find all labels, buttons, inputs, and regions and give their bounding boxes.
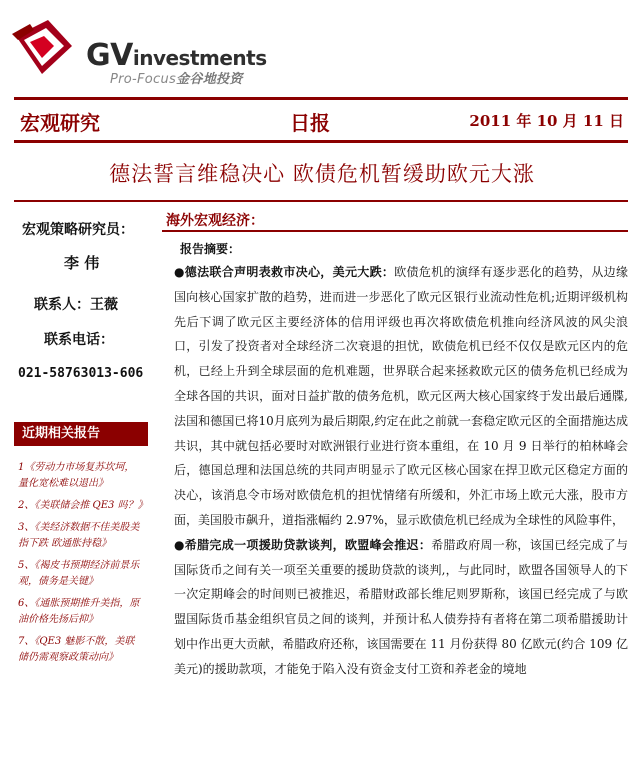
section-header: 海外宏观经济： [162,210,628,232]
report-body [174,260,628,682]
paragraph-text: 欧债危机的演绎有逐步恶化的趋势，从边缘国向核心国家扩散的趋势，进而进一步恶化了欧元区银行业流动性危机;近期评级机构先后下调了欧元区主要经济体的信用评级也再次将欧债危机推向经济风波的风尖浪口，引发了投资者对全球经济二次衰退的担忧，欧债危机已经不仅仅是欧元区内的危机，已经上升到全球层面的危机难题，世界联合起来拯救欧元区的债务危机已经成为全球各国的共识，面对日益扩散的债务危机，欧元区两大核心国家终于发出最后通牒,法国和德国已将10月底列为最后期限,约定在此之前就一套稳定欧元区的全面措施达成共识，其中就包括必要时对欧洲银行业进行资本重组，在 10 月 9 日举行的柏林峰会后，德国总理和法国总统的共同声明显示了欧元区核心国家在捍卫欧元区稳定方面的决心，该消息令市场对欧债危机的担忧情绪有所缓和，外汇市场上欧元大涨，股市方面，美国股市飙升，道指涨幅约 2.97%，显示欧债危机已经成为全球性的风险事件， [174,265,628,527]
logo-gv: GV [86,38,133,73]
logo-tagline [110,68,243,87]
logo-tagline-en: Pro-Focus [110,72,177,87]
analyst-name: 李 伟 [64,254,100,272]
recent-report-item[interactable]: 6、《通胀预期推升美指，原油价格先扬后抑》 [18,598,140,625]
report-category: 宏观研究 [20,111,100,135]
bullet-icon: ● [174,265,185,279]
recent-report-item[interactable]: 7、《QE3 魅影不散，美联储仍需观察政策动向》 [18,636,135,663]
paragraph-text: 希腊政府周一称，该国已经完成了与国际货币之间有关一项至关重要的援助贷款的谈判,，与此同时，欧盟各国领导人的下一次定期峰会的时间则已被推迟，希腊财政部长维尼则罗斯称，该国已经完成了与欧盟国际货币基金组织官员之间的谈判，并预计私人债券持有者将在第二项希腊援助计划中作出更大贡献，希腊政府还称，该国需要在 11 月份获得 80 亿欧元(约合 109 亿美元)的援助款项，才能免于陷入没有资金支付工资和养老金的境地 [174,537,628,676]
title-divider [14,200,628,202]
report-date: 2011 年 10 月 11 日 [469,112,624,130]
paragraph-lead: 希腊完成一项援助贷款谈判，欧盟峰会推迟： [184,537,432,552]
analyst-title: 宏观策略研究员： [22,222,134,238]
recent-report-item[interactable]: 2、《美联储会推 QE3 吗？》 [18,500,148,511]
page-title: 德法誓言维稳决心 欧债危机暂缓助欧元大涨 [109,162,535,186]
recent-reports-list [18,460,148,672]
recent-report-item[interactable]: 1《劳动力市场复苏坎坷，量化宽松难以退出》 [18,462,135,489]
summary-label: 报告摘要： [180,242,241,256]
contact-person: 联系人：王薇 [34,297,118,313]
paragraph-lead: 德法联合声明表救市决心，美元大跌： [184,265,395,279]
recent-report-item[interactable]: 5、《褐皮书预期经济前景乐观，债务是关键》 [18,560,140,587]
report-banner [14,97,628,143]
logo-investments: investments [132,46,267,70]
phone-number: 021-58763013-606 [18,366,144,381]
recent-report-item[interactable]: 3、《美经济数据不佳美股美指下跌 欧通胀持稳》 [18,522,140,549]
company-logo [12,16,292,86]
recent-reports-header: 近期相关报告 [14,422,148,446]
bullet-icon: ● [174,537,185,552]
paragraph [174,260,628,533]
phone-label: 联系电话： [44,332,114,348]
report-type: 日报 [290,111,330,135]
logo-tagline-cn: 金谷地投资 [176,72,243,87]
paragraph [174,533,628,682]
logo-emblem-icon [12,16,76,80]
